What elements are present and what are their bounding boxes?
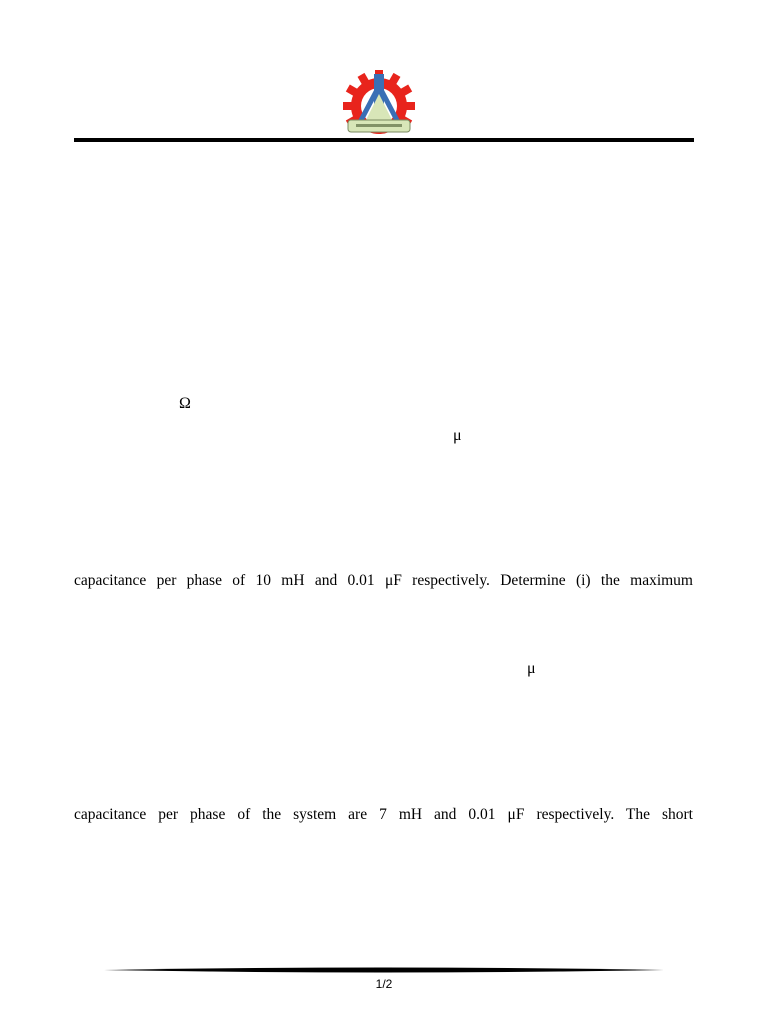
mu-symbol: μ — [527, 660, 536, 677]
faculty-gear-logo — [334, 70, 424, 136]
footer-divider — [104, 966, 664, 974]
problem-text-line: capacitance per phase of the system are 7 mH and 0.01 μF respectively. The short — [74, 806, 693, 823]
mu-symbol: μ — [453, 427, 462, 444]
header-divider — [74, 138, 694, 142]
page-number: 1/2 — [375, 977, 393, 991]
ohm-symbol: Ω — [179, 395, 191, 412]
problem-text-line: capacitance per phase of 10 mH and 0.01 μF respectively. Determine (i) the maximum — [74, 572, 693, 589]
